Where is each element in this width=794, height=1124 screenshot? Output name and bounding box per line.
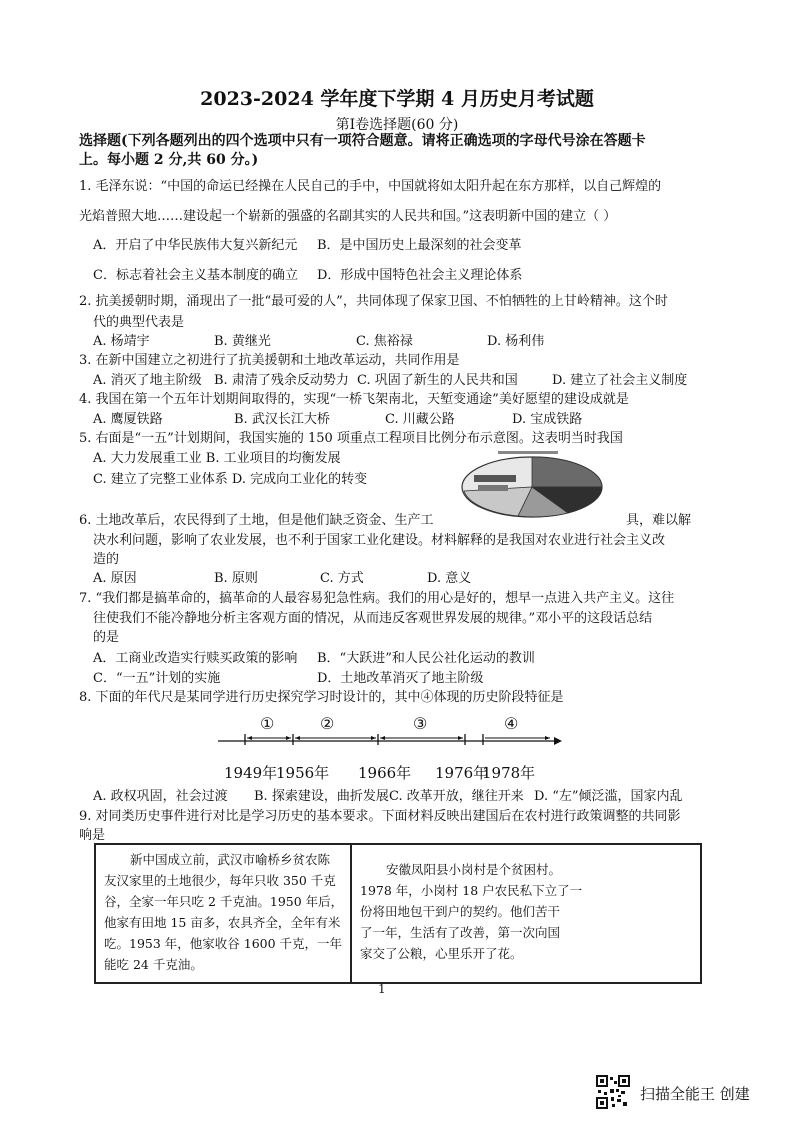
q6-option-a: A. 原因 (93, 571, 137, 586)
q4-option-b: B. 武汉长江大桥 (234, 412, 330, 427)
timeline-mark-3: ③ (413, 714, 428, 733)
instructions-line2: 上。每小题 2 分,共 60 分。) (79, 152, 259, 168)
left-line: 能吃 24 千克油。 (104, 957, 203, 972)
left-line: 友汉家里的土地很少，每年只收 350 千克 (104, 873, 336, 888)
q9-stem-2: 响是 (79, 828, 106, 843)
q7-stem-3: 的是 (93, 630, 120, 645)
q2-option-d: D. 杨利伟 (487, 334, 545, 349)
q7-option-b: B．“大跃进”和人民公社化运动的教训 (317, 651, 535, 666)
table-divider (350, 845, 352, 982)
q5-options-ab: A. 大力发展重工业 B. 工业项目的均衡发展 (93, 451, 341, 466)
right-line: 家交了公粮，心里乐开了花。 (360, 946, 523, 961)
q3-option-a: A. 消灭了地主阶级 (93, 373, 202, 388)
q8-option-b: B. 探索建设，曲折发展 (254, 789, 389, 804)
q4-option-c: C. 川藏公路 (385, 412, 455, 427)
q1-option-b: B．是中国历史上最深刻的社会变革 (317, 238, 522, 253)
timeline-year-1956: 1956年 (276, 764, 330, 782)
q7-stem-1: 7. “我们都是搞革命的，搞革命的人最容易犯急性病。我们的用心是好的，想早一点进入共产主义。这往 (79, 591, 675, 606)
right-line: 安徽凤阳县小岗村是个贫困村。 (386, 862, 562, 877)
timeline-year-1966: 1966年 (358, 764, 412, 782)
q8-stem: 8. 下面的年代尺是某同学进行历史探究学习时设计的，其中④体现的历史阶段特征是 (79, 690, 564, 705)
timeline-year-1976: 1976年 (435, 764, 489, 782)
q4-option-d: D. 宝成铁路 (512, 412, 583, 427)
q2-option-b: B. 黄继光 (214, 334, 271, 349)
q9-material-table (94, 843, 702, 984)
q8-option-d: D. “左”倾泛滥，国家内乱 (534, 789, 683, 804)
q2-stem-2: 代的典型代表是 (93, 315, 185, 330)
left-line: 谷，全家一年只吃 2 千克油。1950 年后， (104, 894, 344, 909)
q1-option-c: C．标志着社会主义基本制度的确立 (93, 268, 298, 283)
timeline-mark-2: ② (320, 714, 335, 733)
q1-stem-2: 光焰普照大地……建设起一个崭新的强盛的名副其实的人民共和国。”这表明新中国的建立（ ） (79, 209, 617, 224)
q6-stem-1b: 具，难以解 (626, 513, 692, 528)
qr-code-icon (596, 1075, 630, 1109)
right-line: 了一年，生活有了改善，第一次向国 (360, 925, 561, 940)
page-number: 1 (378, 982, 386, 996)
q7-option-c: C．“一五”计划的实施 (93, 671, 221, 686)
q9-material-right (360, 859, 696, 964)
q6-option-c: C. 方式 (320, 571, 364, 586)
q4-stem: 4. 我国在第一个五年计划期间取得的，实现“一桥飞架南北，天堑变通途”美好愿望的建设成就是 (79, 392, 629, 407)
q6-stem-3: 造的 (93, 552, 120, 567)
q1-option-d: D．形成中国特色社会主义理论体系 (317, 268, 523, 283)
q4-option-a: A. 鹰厦铁路 (93, 412, 163, 427)
section-title: 第Ⅰ卷选择题(60 分) (335, 117, 459, 133)
q2-option-a: A. 杨靖宇 (93, 334, 150, 349)
right-line: 1978 年，小岗村 18 户农民私下立了一 (360, 883, 583, 898)
q6-stem-1a: 6. 土地改革后，农民得到了土地，但是他们缺乏资金、生产工 (79, 513, 434, 528)
right-line: 份将田地包干到户的契约。他们苦干 (360, 904, 561, 919)
timeline-mark-1: ① (260, 714, 275, 733)
q7-stem-2: 往使我们不能冷静地分析主客观方面的情况，从而违反客观世界发展的规律。”邓小平的这段话总结 (93, 611, 653, 626)
q7-option-d: D．土地改革消灭了地主阶级 (317, 671, 484, 686)
q5-stem: 5. 右面是“一五”计划期间，我国实施的 150 项重点工程项目比例分布示意图。这表明当时我国 (79, 431, 623, 446)
q5-pie-chart-image (458, 447, 606, 525)
q3-option-c: C. 巩固了新生的人民共和国 (357, 373, 518, 388)
timeline-year-1949: 1949年 (224, 764, 278, 782)
q2-option-c: C. 焦裕禄 (356, 334, 413, 349)
q6-option-d: D. 意义 (427, 571, 472, 586)
q8-option-a: A. 政权巩固，社会过渡 (93, 789, 228, 804)
q3-stem: 3. 在新中国建立之初进行了抗美援朝和土地改革运动，共同作用是 (79, 353, 460, 368)
left-line: 他家有田地 15 亩多，农具齐全，全年有米 (104, 915, 341, 930)
timeline-year-1978: 1978年 (482, 764, 536, 782)
q8-timeline (210, 710, 570, 790)
timeline-mark-4: ④ (504, 714, 519, 733)
q1-stem-1: 1. 毛泽东说：“中国的命运已经操在人民自己的手中，中国就将如太阳升起在东方那样，以自己辉煌的 (79, 179, 662, 194)
page-title: 2023-2024 学年度下学期 4 月历史月考试题 (200, 88, 594, 110)
left-line: 吃。1953 年，他家收谷 1600 千克，一年 (104, 936, 343, 951)
q5-options-cd: C. 建立了完整工业体系 D. 完成向工业化的转变 (93, 472, 368, 487)
q2-stem-1: 2. 抗美援朝时期，涌现出了一批“最可爱的人”，共同体现了保家卫国、不怕牺牲的上甘岭精神。这个时 (79, 294, 668, 309)
q3-option-d: D. 建立了社会主义制度 (552, 373, 688, 388)
left-line: 新中国成立前，武汉市喻桥乡贫农陈 (130, 852, 331, 867)
q7-option-a: A．工商业改造实行赎买政策的影响 (93, 651, 298, 666)
q9-material-left (104, 849, 346, 975)
q6-stem-2: 决水利问题，影响了农业发展，也不利于国家工业化建设。材料解释的是我国对农业进行社会主义改 (93, 533, 666, 548)
q3-option-b: B. 肃清了残余反动势力 (214, 373, 349, 388)
q6-option-b: B. 原则 (214, 571, 258, 586)
q1-option-a: A．开启了中华民族伟大复兴新纪元 (93, 238, 298, 253)
instructions-line1: 选择题(下列各题列出的四个选项中只有一项符合题意。请将正确选项的字母代号涂在答题卡 (79, 133, 646, 149)
scanner-watermark: 扫描全能王 创建 (640, 1085, 750, 1103)
q9-stem-1: 9. 对同类历史事件进行对比是学习历史的基本要求。下面材料反映出建国后在农村进行政策调整的共同影 (79, 809, 681, 824)
q8-option-c: C. 改革开放，继往开来 (389, 789, 524, 804)
